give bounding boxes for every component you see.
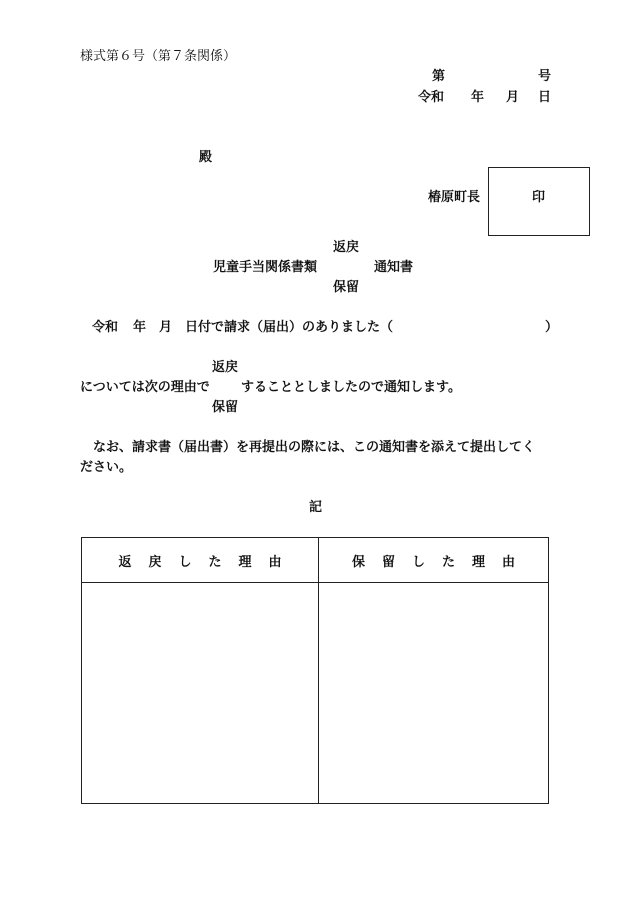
document-number-suffix: 号 xyxy=(538,69,552,84)
request-era: 令和 xyxy=(92,320,119,335)
record-heading: 記 xyxy=(309,500,323,515)
note-line-1: なお、請求書（届出書）を再提出の際には、この通知書を添えて提出してく xyxy=(93,440,536,455)
seal-mark: 印 xyxy=(532,190,546,205)
title-option-return: 返戻 xyxy=(333,240,360,255)
request-month-unit: 月 xyxy=(159,320,173,335)
hold-reason-heading: 保留した理由 xyxy=(351,554,532,570)
reason-option-return: 返戻 xyxy=(212,360,239,375)
date-year-unit: 年 xyxy=(471,90,485,105)
note-line-2: ださい。 xyxy=(80,460,133,475)
request-close-paren: ） xyxy=(545,320,559,335)
date-day-unit: 日 xyxy=(538,90,552,105)
document-number-prefix: 第 xyxy=(432,69,446,84)
form-label: 様式第６号（第７条関係） xyxy=(80,49,237,64)
return-reason-heading: 返戻した理由 xyxy=(118,554,299,570)
reason-prefix: については次の理由で xyxy=(80,380,210,395)
request-text: 日付で請求（届出）のありました（ xyxy=(185,320,394,335)
addressee-honorific: 殿 xyxy=(199,150,213,165)
request-year-unit: 年 xyxy=(133,320,147,335)
title-option-hold: 保留 xyxy=(333,280,360,295)
date-month-unit: 月 xyxy=(506,90,520,105)
title-suffix: 通知書 xyxy=(374,260,414,275)
return-reason-cell[interactable] xyxy=(82,583,318,803)
date-era: 令和 xyxy=(418,90,445,105)
reason-suffix: することとしましたので通知します。 xyxy=(241,380,461,395)
hold-reason-cell[interactable] xyxy=(319,583,548,803)
reasons-table xyxy=(81,537,549,804)
issuer-name: 椿原町長 xyxy=(428,190,481,205)
title-main: 児童手当関係書類 xyxy=(213,260,318,275)
reason-option-hold: 保留 xyxy=(212,400,239,415)
